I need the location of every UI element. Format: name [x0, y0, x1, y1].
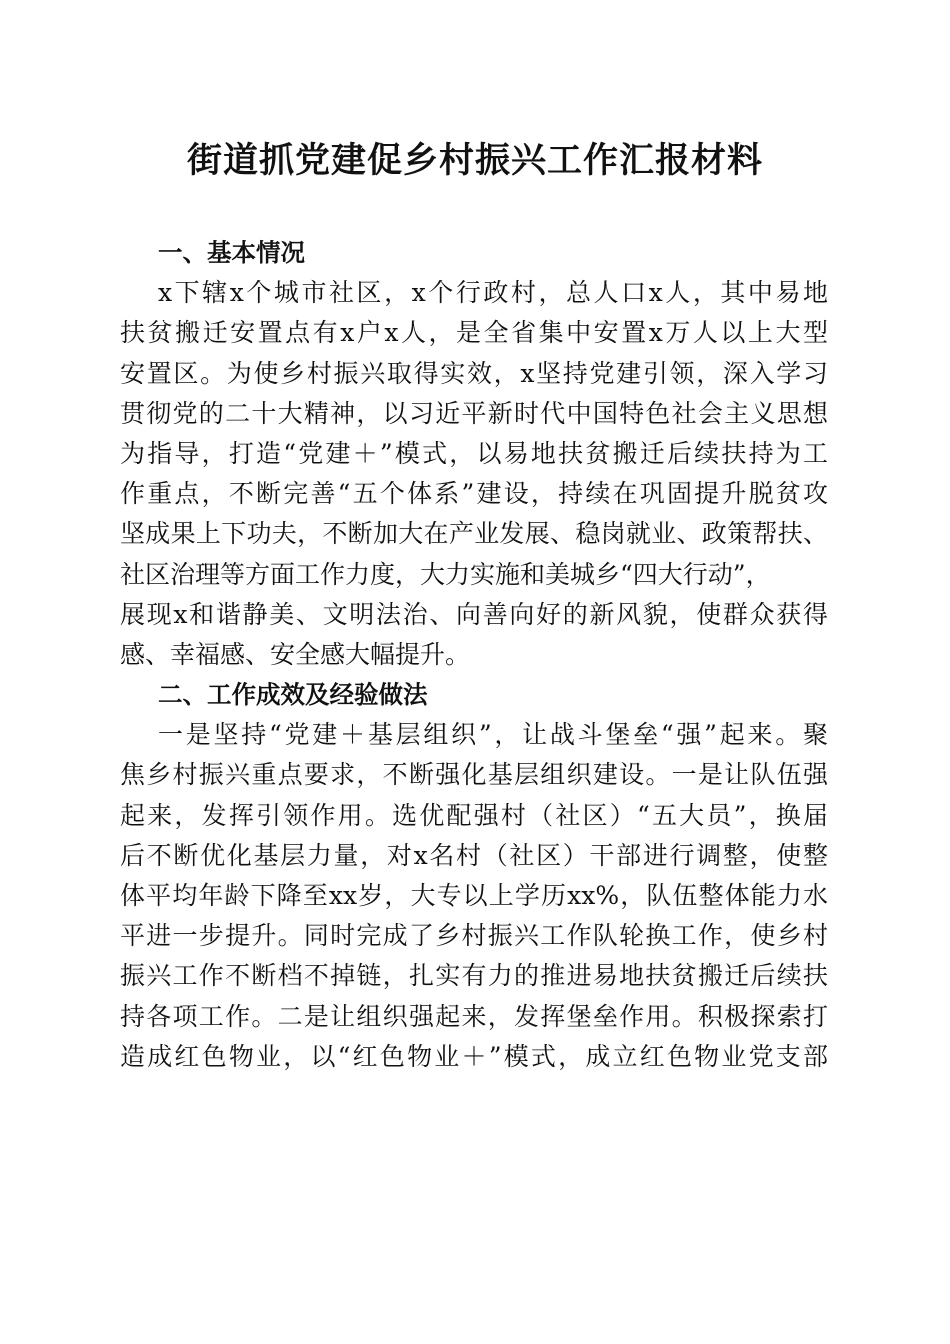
- paragraph-achievements: [120, 715, 828, 1077]
- text-line: 社区治理等方面工作力度，大力实施和美城乡“四大行动”，: [120, 559, 771, 589]
- text-line: 扶贫搬迁安置点有x户x人，是全省集中安置x万人以上大型: [120, 318, 828, 348]
- text-line: 起来，发挥引领作用。选优配强村（社区）“五大员”，换届: [120, 800, 828, 830]
- section-heading-basic-situation: 一、基本情况: [158, 238, 305, 267]
- text-line: 感、幸福感、安全感大幅提升。: [120, 639, 471, 669]
- document-title: 街道抓党建促乡村振兴工作汇报材料: [186, 140, 763, 181]
- text-line: 为指导，打造“党建＋”模式，以易地扶贫搬迁后续扶持为工: [120, 438, 828, 468]
- text-line: 平进一步提升。同时完成了乡村振兴工作队轮换工作，使乡村: [120, 921, 828, 951]
- paragraph-basic-situation: [120, 273, 828, 675]
- text-line: 作重点，不断完善“五个体系”建设，持续在巩固提升脱贫攻: [120, 479, 828, 509]
- text-line: 持各项工作。二是让组织强起来，发挥堡垒作用。积极探索打: [120, 1001, 828, 1031]
- section-heading-achievements: 二、工作成效及经验做法: [158, 680, 428, 710]
- text-line: 坚成果上下功夫，不断加大在产业发展、稳岗就业、政策帮扶、: [120, 519, 828, 549]
- text-line: 振兴工作不断档不掉链，扎实有力的推进易地扶贫搬迁后续扶: [120, 961, 828, 991]
- text-line: 贯彻党的二十大精神，以习近平新时代中国特色社会主义思想: [120, 398, 828, 428]
- text-line: 造成红色物业，以“红色物业＋”模式，成立红色物业党支部: [120, 1041, 828, 1071]
- text-line: 体平均年龄下降至xx岁，大专以上学历xx%，队伍整体能力水: [120, 881, 828, 910]
- text-line: 一是坚持“党建＋基层组织”，让战斗堡垒“强”起来。聚: [158, 720, 828, 750]
- text-line: x下辖x个城市社区，x个行政村，总人口x人，其中易地: [158, 278, 828, 308]
- text-line: 焦乡村振兴重点要求，不断强化基层组织建设。一是让队伍强: [120, 760, 828, 790]
- text-line: 安置区。为使乡村振兴取得实效，x坚持党建引领，深入学习: [120, 358, 828, 388]
- text-line: 后不断优化基层力量，对x名村（社区）干部进行调整，使整: [120, 840, 828, 870]
- document-body: [120, 233, 828, 1077]
- text-line: 展现x和谐静美、文明法治、向善向好的新风貌，使群众获得: [120, 599, 828, 629]
